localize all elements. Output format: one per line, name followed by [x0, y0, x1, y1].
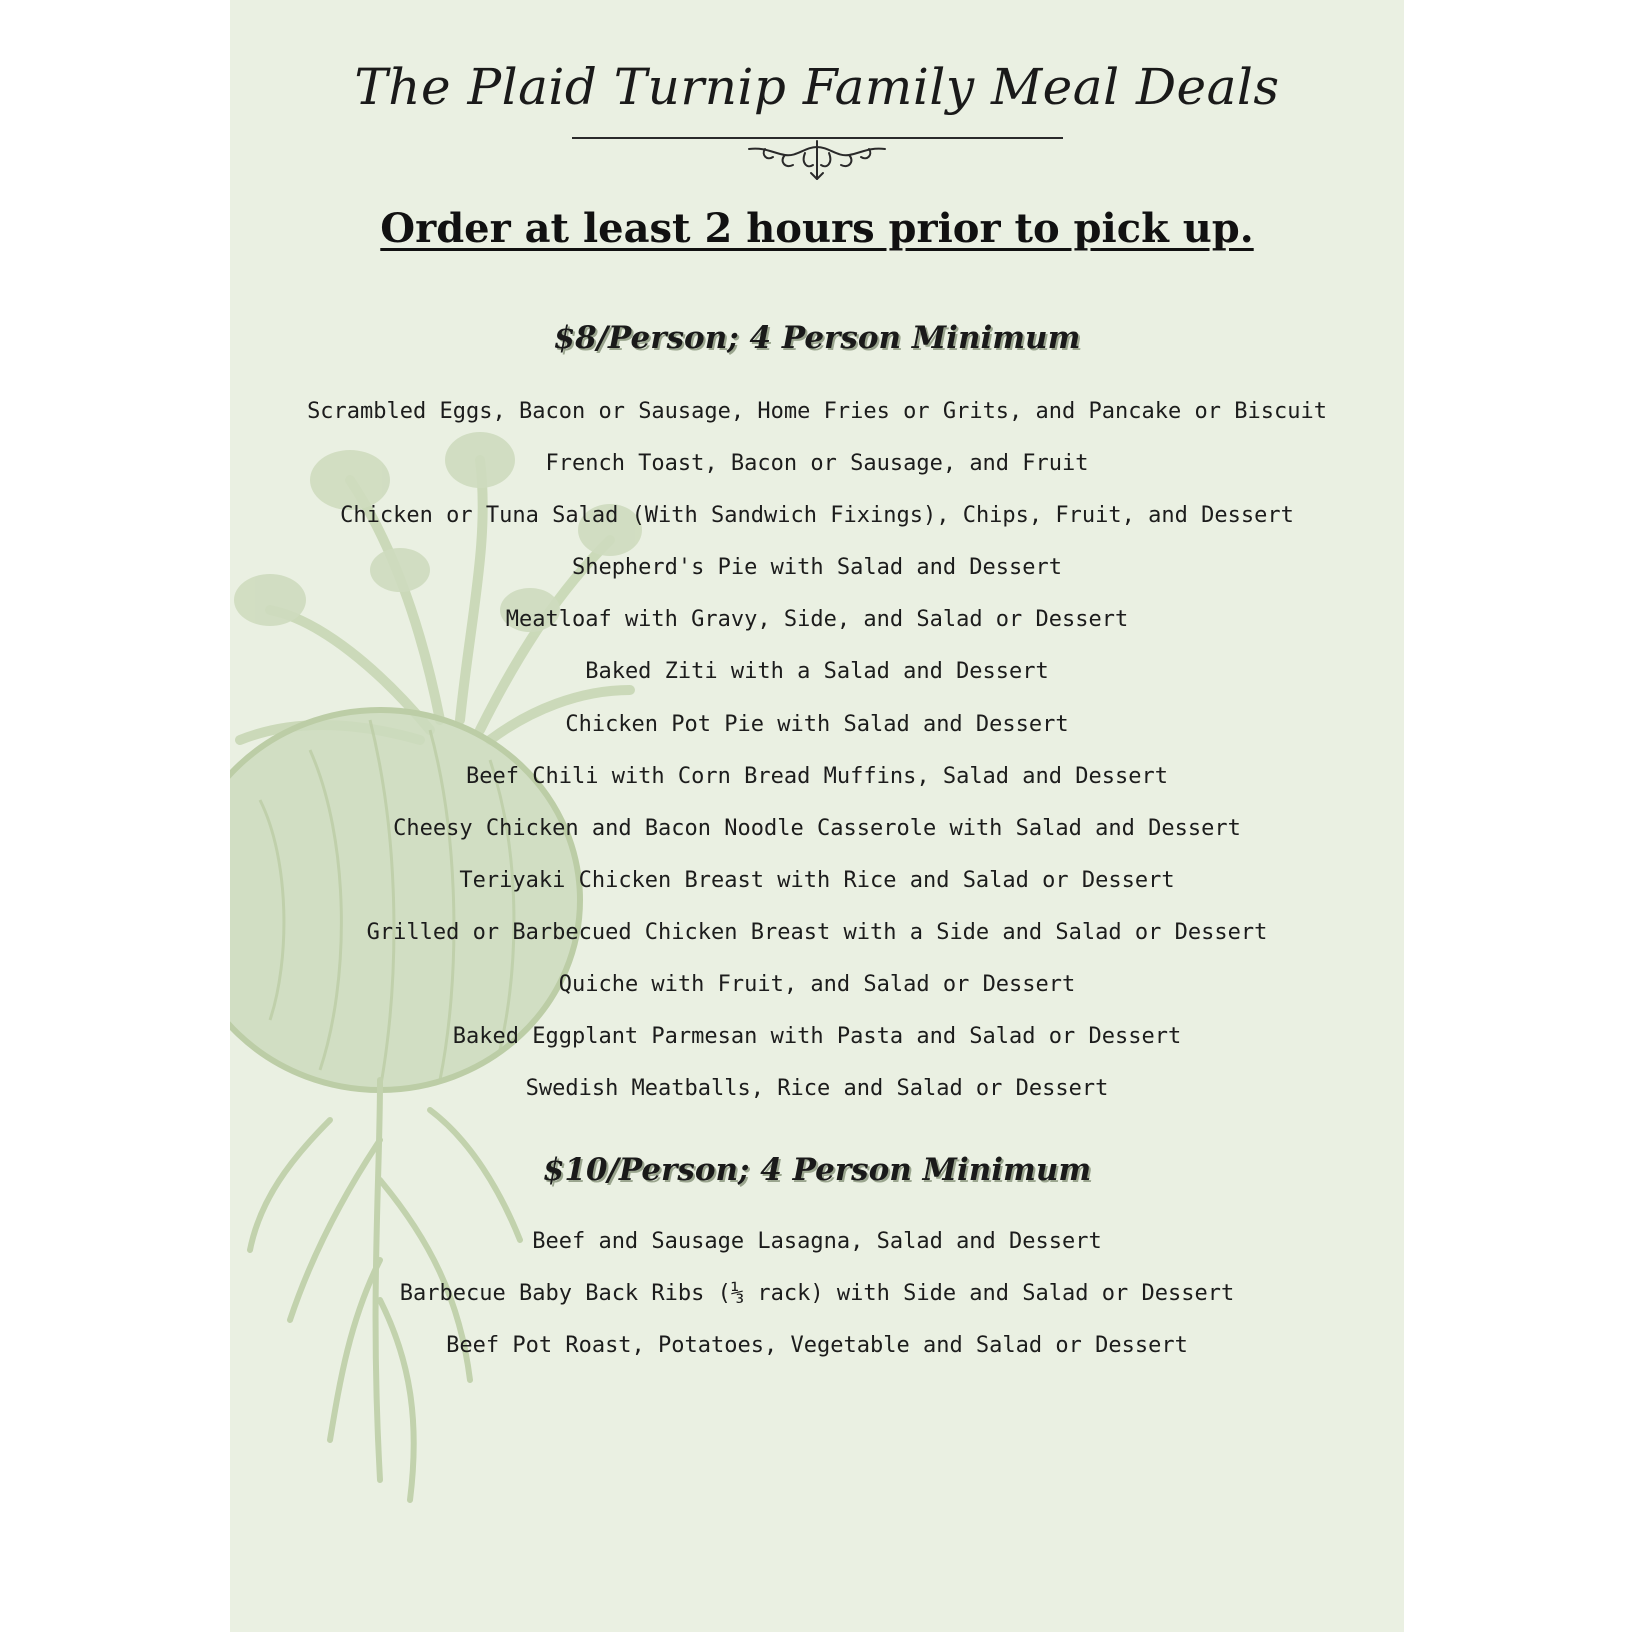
list-item: Beef and Sausage Lasagna, Salad and Dessert [532, 1229, 1102, 1254]
list-item: Baked Eggplant Parmesan with Pasta and Salad or Dessert [452, 1024, 1182, 1050]
list-item: Beef Pot Roast, Potatoes, Vegetable and Salad or Dessert [446, 1333, 1188, 1359]
list-item: French Toast, Bacon or Sausage, and Fruit [545, 451, 1089, 477]
ornament-flourish-icon [745, 139, 890, 187]
list-item: Quiche with Fruit, and Salad or Dessert [558, 972, 1076, 998]
order-notice-text: Order at least 2 hours prior to pick up. [380, 205, 1254, 252]
order-notice [230, 205, 1404, 252]
list-item: Baked Ziti with a Salad and Dessert [585, 659, 1049, 685]
section-heading-8-dollar: $8/Person; 4 Person Minimum [553, 320, 1081, 356]
section-heading-10-dollar: $10/Person; 4 Person Minimum [542, 1152, 1092, 1188]
menu-page [230, 0, 1404, 1632]
list-item: Chicken or Tuna Salad (With Sandwich Fixings), Chips, Fruit, and Dessert [340, 503, 1294, 529]
list-item: Beef Chili with Corn Bread Muffins, Salad and Dessert [466, 763, 1168, 789]
list-item: Meatloaf with Gravy, Side, and Salad or Dessert [505, 607, 1129, 633]
list-item: Chicken Pot Pie with Salad and Dessert [565, 711, 1069, 737]
list-item: Shepherd's Pie with Salad and Dessert [571, 555, 1063, 581]
list-item: Swedish Meatballs, Rice and Salad or Dessert [525, 1076, 1109, 1102]
page-title: The Plaid Turnip Family Meal Deals [354, 58, 1280, 116]
menu-list-10-dollar [230, 1216, 1404, 1372]
list-item: Grilled or Barbecued Chicken Breast with a Side and Salad or Dessert [366, 919, 1268, 945]
list-item: Cheesy Chicken and Bacon Noodle Casserole with Salad and Dessert [393, 815, 1241, 841]
list-item: Barbecue Baby Back Ribs (⅓ rack) with Side and Salad or Dessert [399, 1281, 1235, 1307]
menu-list-8-dollar [230, 386, 1404, 1115]
list-item: Teriyaki Chicken Breast with Rice and Salad or Dessert [459, 867, 1175, 893]
list-item: Scrambled Eggs, Bacon or Sausage, Home Fries or Grits, and Pancake or Biscuit [307, 399, 1327, 424]
